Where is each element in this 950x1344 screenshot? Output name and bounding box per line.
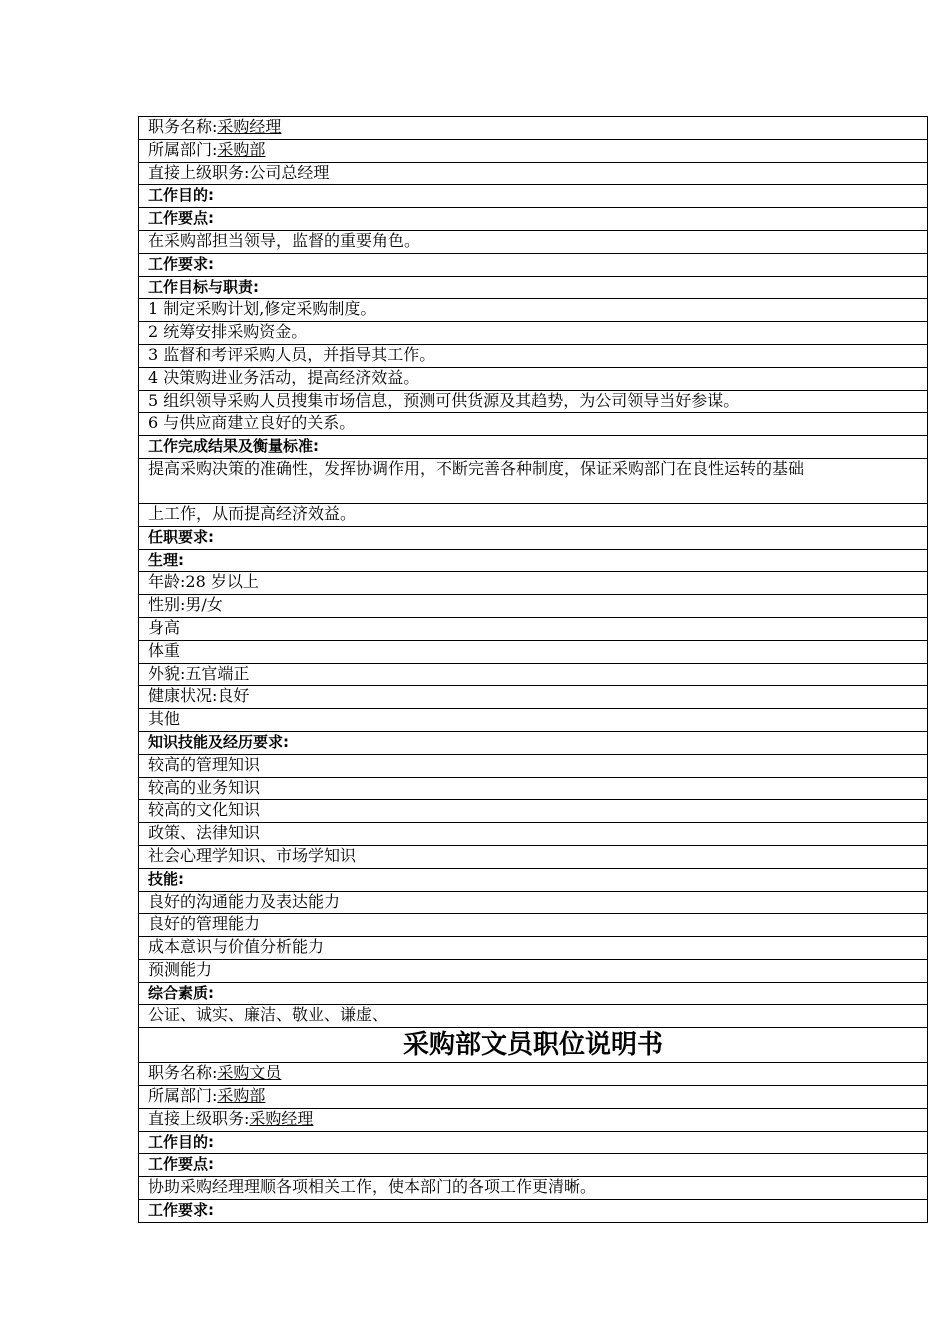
goals-heading: 工作目标与职责: xyxy=(139,276,928,299)
table-row xyxy=(139,982,928,1005)
job-title-row xyxy=(139,117,928,140)
table-row xyxy=(139,595,928,618)
dept-row xyxy=(139,1086,928,1109)
duty-item: 5 组织领导采购人员搜集市场信息，预测可供货源及其趋势，为公司领导当好参谋。 xyxy=(139,390,928,413)
duty-item: 1 制定采购计划,修定采购制度。 xyxy=(139,299,928,322)
physical-item: 外貌:五官端正 xyxy=(139,663,928,686)
skills-item: 良好的管理能力 xyxy=(139,914,928,937)
table-row xyxy=(139,845,928,868)
table-row xyxy=(139,436,928,459)
table-row xyxy=(139,208,928,231)
physical-item: 年龄:28 岁以上 xyxy=(139,572,928,595)
superior-label: 直接上级职务: xyxy=(148,1108,250,1128)
table-row xyxy=(139,959,928,982)
table-row xyxy=(139,503,928,526)
duty-item: 4 决策购进业务活动，提高经济效益。 xyxy=(139,367,928,390)
knowledge-heading: 知识技能及经历要求: xyxy=(139,731,928,754)
table-row xyxy=(139,322,928,345)
quality-heading: 综合素质: xyxy=(139,982,928,1005)
duty-item: 3 监督和考评采购人员，并指导其工作。 xyxy=(139,344,928,367)
table-row xyxy=(139,344,928,367)
dept-label: 所属部门: xyxy=(148,139,218,159)
physical-item: 健康状况:良好 xyxy=(139,686,928,709)
knowledge-item: 社会心理学知识、市场学知识 xyxy=(139,845,928,868)
results-text-continued: 上工作，从而提高经济效益。 xyxy=(139,503,928,526)
knowledge-item: 较高的管理知识 xyxy=(139,754,928,777)
table-row xyxy=(139,1005,928,1028)
table-row xyxy=(139,458,928,503)
knowledge-item: 较高的业务知识 xyxy=(139,777,928,800)
key-points-text: 协助采购经理理顺各项相关工作，使本部门的各项工作更清晰。 xyxy=(139,1177,928,1200)
requirements-heading: 工作要求: xyxy=(139,253,928,276)
superior-row xyxy=(139,162,928,185)
table-row xyxy=(139,185,928,208)
section-title: 采购部文员职位说明书 xyxy=(139,1028,928,1063)
physical-item: 性别:男/女 xyxy=(139,595,928,618)
table-row xyxy=(139,686,928,709)
table-row xyxy=(139,390,928,413)
skills-item: 预测能力 xyxy=(139,959,928,982)
superior-value: 公司总经理 xyxy=(249,162,330,182)
job-title-label: 职务名称: xyxy=(148,117,218,136)
table-row xyxy=(139,1063,928,1086)
results-text: 提高采购决策的准确性，发挥协调作用，不断完善各种制度，保证采购部门在良性运转的基础 xyxy=(139,458,928,503)
superior-row xyxy=(139,1108,928,1131)
table-row xyxy=(139,663,928,686)
table-row xyxy=(139,253,928,276)
key-points-heading: 工作要点: xyxy=(139,208,928,231)
table-row xyxy=(139,731,928,754)
table-row xyxy=(139,367,928,390)
table-row xyxy=(139,139,928,162)
table-row xyxy=(139,1177,928,1200)
purpose-heading: 工作目的: xyxy=(139,1131,928,1154)
knowledge-item: 政策、法律知识 xyxy=(139,823,928,846)
table-row xyxy=(139,1028,928,1063)
requirements-heading: 工作要求: xyxy=(139,1200,928,1223)
table-row xyxy=(139,823,928,846)
table-row xyxy=(139,868,928,891)
table-row xyxy=(139,230,928,253)
duty-item: 2 统筹安排采购资金。 xyxy=(139,322,928,345)
table-row xyxy=(139,1086,928,1109)
key-points-text: 在采购部担当领导，监督的重要角色。 xyxy=(139,230,928,253)
table-row xyxy=(139,1200,928,1223)
table-row xyxy=(139,709,928,732)
table-row xyxy=(139,413,928,436)
table-row xyxy=(139,1108,928,1131)
physical-item: 身高 xyxy=(139,617,928,640)
job-description-table xyxy=(138,116,928,1223)
table-row xyxy=(139,162,928,185)
table-row xyxy=(139,117,928,140)
job-title-value: 采购文员 xyxy=(217,1063,282,1083)
table-row xyxy=(139,1154,928,1177)
physical-item: 体重 xyxy=(139,640,928,663)
results-heading: 工作完成结果及衡量标准: xyxy=(139,436,928,459)
duty-item: 6 与供应商建立良好的关系。 xyxy=(139,413,928,436)
table-row xyxy=(139,1131,928,1154)
skills-item: 良好的沟通能力及表达能力 xyxy=(139,891,928,914)
job-title-label: 职务名称: xyxy=(148,1063,218,1083)
table-row xyxy=(139,526,928,549)
dept-row xyxy=(139,139,928,162)
table-row xyxy=(139,937,928,960)
job-title-value: 采购经理 xyxy=(217,117,282,136)
skills-heading: 技能: xyxy=(139,868,928,891)
table-row xyxy=(139,299,928,322)
table-row xyxy=(139,617,928,640)
table-row xyxy=(139,800,928,823)
key-points-heading: 工作要点: xyxy=(139,1154,928,1177)
knowledge-item: 较高的文化知识 xyxy=(139,800,928,823)
table-row xyxy=(139,276,928,299)
quality-text: 公证、诚实、廉洁、敬业、谦虚、 xyxy=(139,1005,928,1028)
physical-item: 其他 xyxy=(139,709,928,732)
table-row xyxy=(139,777,928,800)
superior-label: 直接上级职务: xyxy=(148,162,250,182)
purpose-heading: 工作目的: xyxy=(139,185,928,208)
dept-value: 采购部 xyxy=(217,139,266,159)
physical-heading: 生理: xyxy=(139,549,928,572)
table-row xyxy=(139,640,928,663)
table-row xyxy=(139,914,928,937)
job-title-row xyxy=(139,1063,928,1086)
dept-value: 采购部 xyxy=(217,1086,266,1106)
dept-label: 所属部门: xyxy=(148,1086,218,1106)
table-row xyxy=(139,572,928,595)
table-row xyxy=(139,891,928,914)
table-row xyxy=(139,754,928,777)
qualifications-heading: 任职要求: xyxy=(139,526,928,549)
superior-value: 采购经理 xyxy=(249,1108,314,1128)
table-row xyxy=(139,549,928,572)
skills-item: 成本意识与价值分析能力 xyxy=(139,937,928,960)
